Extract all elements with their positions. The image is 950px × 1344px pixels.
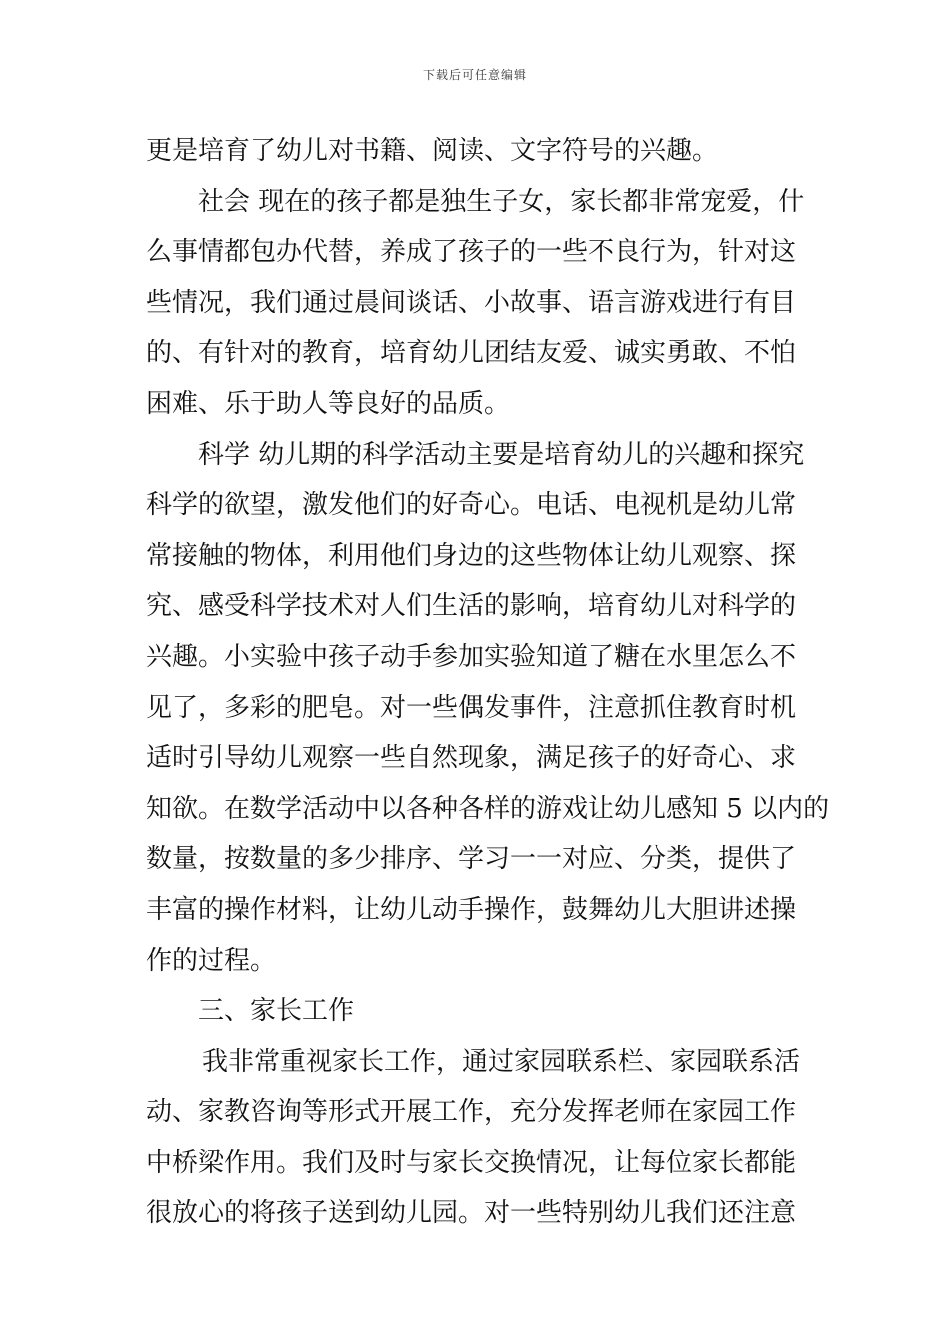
text-line: 兴趣。小实验中孩子动手参加实验知道了糖在水里怎么不 (146, 641, 797, 672)
text-line: 科学的欲望，激发他们的好奇心。电话、电视机是幼儿常 (146, 490, 797, 521)
paragraph-parents-start: 我非常重视家长工作，通过家园联系栏、家园联系活 (202, 1046, 801, 1077)
section-heading-parents: 三、家长工作 (198, 996, 355, 1027)
text-line: 动、家教咨询等形式开展工作，充分发挥老师在家园工作 (146, 1097, 797, 1128)
text-line: 困难、乐于助人等良好的品质。 (146, 388, 511, 419)
paragraph-social-start: 社会 现在的孩子都是独生子女，家长都非常宠爱，什 (198, 186, 805, 217)
text-line: 很放心的将孩子送到幼儿园。对一些特别幼儿我们还注意 (146, 1198, 797, 1229)
text-line: 适时引导幼儿观察一些自然现象，满足孩子的好奇心、求 (146, 743, 797, 774)
body-text (146, 126, 830, 1239)
text-line: 见了，多彩的肥皂。对一些偶发事件，注意抓住教育时机 (146, 692, 797, 723)
text-line: 的、有针对的教育，培育幼儿团结友爱、诚实勇敢、不怕 (146, 338, 797, 369)
text-line: 作的过程。 (146, 945, 277, 976)
text-line: 丰富的操作材料，让幼儿动手操作，鼓舞幼儿大胆讲述操 (146, 894, 797, 925)
text-line: 中桥梁作用。我们及时与家长交换情况，让每位家长都能 (146, 1147, 797, 1178)
text-line: 究、感受科学技术对人们生活的影响，培育幼儿对科学的 (146, 591, 797, 622)
paragraph-science-start: 科学 幼儿期的科学活动主要是培育幼儿的兴趣和探究 (198, 439, 805, 470)
text-line: 常接触的物体，利用他们身边的这些物体让幼儿观察、探 (146, 540, 797, 571)
text-line: 些情况，我们通过晨间谈话、小故事、语言游戏进行有目 (146, 287, 797, 318)
text-line: 数量，按数量的多少排序、学习一一对应、分类，提供了 (146, 844, 797, 875)
text-line: 更是培育了幼儿对书籍、阅读、文字符号的兴趣。 (146, 136, 719, 166)
page-header: 下载后可任意编辑 (422, 68, 527, 82)
text-line: 么事情都包办代替，养成了孩子的一些不良行为，针对这 (146, 237, 797, 268)
text-line: 知欲。在数学活动中以各种各样的游戏让幼儿感知 5 以内的 (146, 793, 830, 824)
